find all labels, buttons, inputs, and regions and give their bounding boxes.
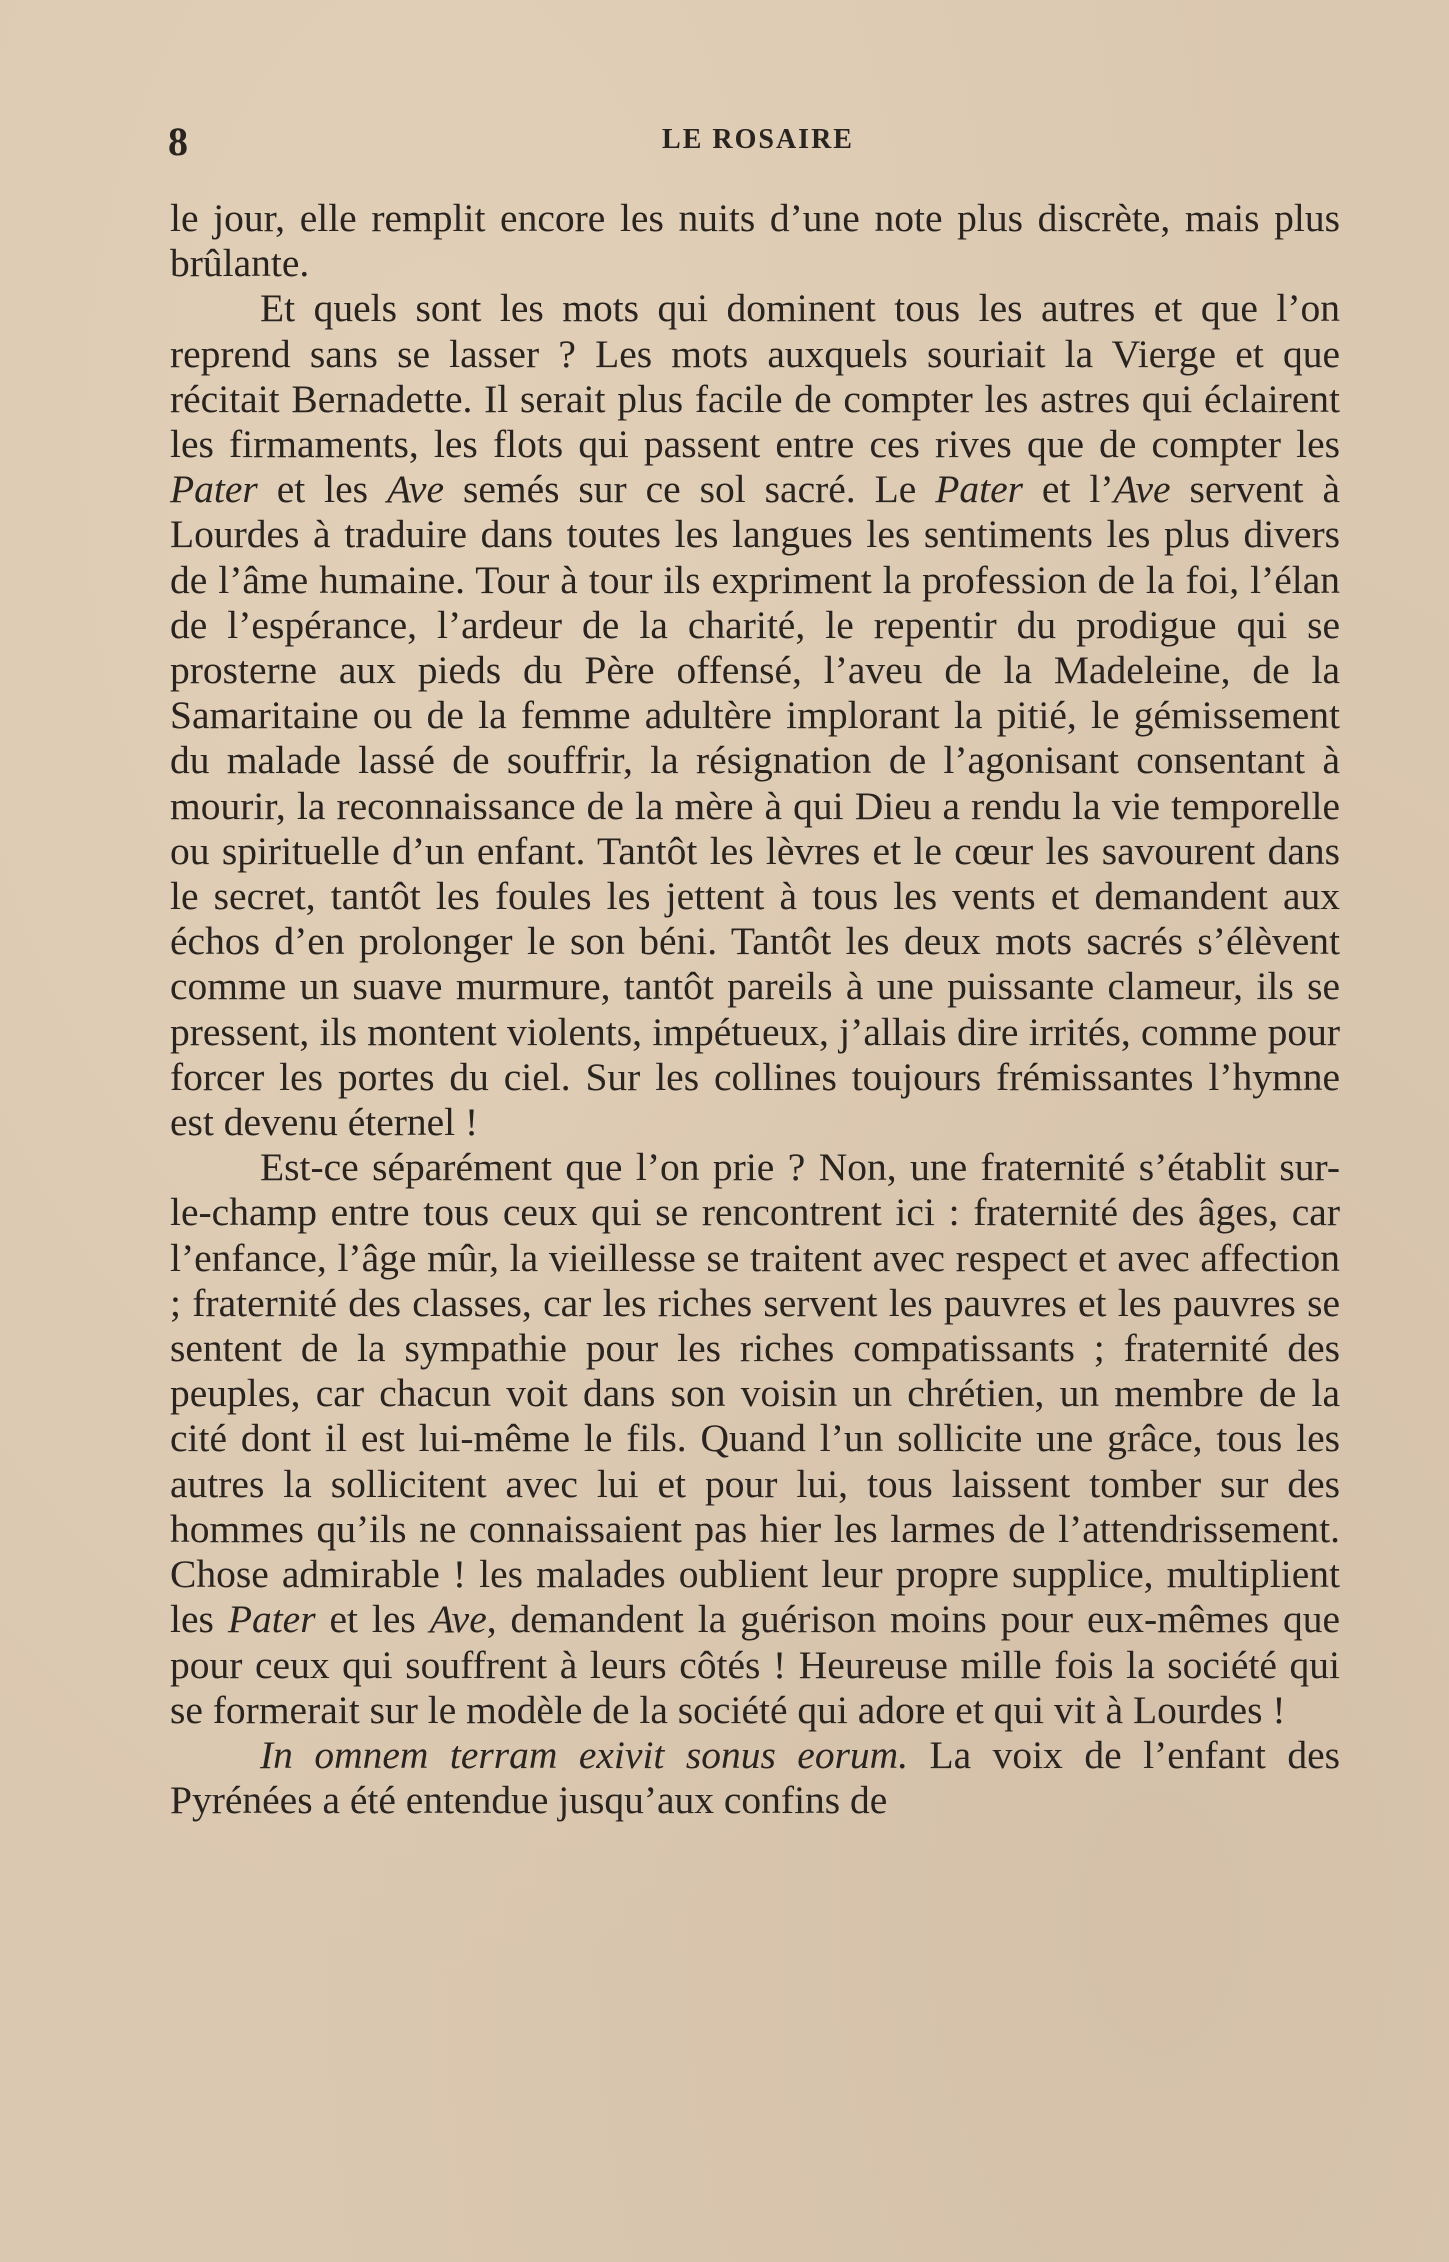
italic-text: In omnem terram exivit sonus eorum.	[260, 1732, 909, 1777]
italic-text: Ave	[1113, 467, 1171, 512]
text-segment: La voix de l’enfant des Pyrénées a été entendue jusqu’aux confins de	[170, 1732, 1340, 1823]
text-segment: Et quels sont les mots qui dominent tous les autres et que l’on reprend sans se lasser ? Les mots auxquels souriait la Vierge et que récitait Bernadette. Il serait plus facile de compter les astres qui éclairent les firmaments, les flots qui passent entre ces rives que de compter les	[170, 286, 1340, 467]
text-segment: et les	[257, 467, 387, 512]
text-segment: servent à Lourdes à traduire dans toutes les langues les sentiments les plus divers de l’âme humaine. Tour à tour ils expriment la profession de la foi, l’élan de l’espérance, l’ardeur de la charité, le repentir du prodigue qui se prosterne aux pieds du Père offensé, l’aveu de la Madeleine, de la Samaritaine ou de la femme adultère implorant la pitié, le gémissement du malade lassé de souffrir, la résignation de l’agonisant consentant à mourir, la reconnaissance de la mère à qui Dieu a rendu la vie temporelle ou spirituelle d’un enfant. Tantôt les lèvres et le cœur les savourent dans le secret, tantôt les foules les jettent à tous les vents et demandent aux échos d’en prolonger le son béni. Tantôt les deux mots sacrés s’élèvent comme un suave murmure, tantôt pareils à une puissante clameur, ils se pressent, ils montent violents, impétueux, j’allais dire irrités, comme pour forcer les portes du ciel. Sur les collines toujours frémissantes l’hymne est devenu éternel !	[170, 467, 1341, 1145]
italic-text: Ave	[429, 1597, 487, 1642]
text-segment: semés sur ce sol sacré. Le	[444, 467, 936, 512]
page-header	[168, 118, 1348, 168]
paragraph-1	[170, 196, 1340, 286]
paragraph-2	[170, 286, 1340, 1145]
paragraph-3	[170, 1145, 1340, 1733]
body-text	[170, 196, 1340, 1823]
italic-text: Ave	[386, 467, 444, 512]
italic-text: Pater	[227, 1597, 316, 1642]
page-number: 8	[168, 119, 188, 164]
text-segment: , demandent la guérison moins pour eux-mêmes que pour ceux qui souffrent à leurs côtés ! Heureuse mille fois la société qui se formerait sur le modèle de la société qui adore et qui vit à Lourdes !	[170, 1597, 1340, 1732]
italic-text: Pater	[935, 467, 1023, 512]
paragraph-4	[170, 1733, 1340, 1823]
italic-text: Pater	[170, 467, 258, 512]
running-title: LE ROSAIRE	[662, 124, 854, 155]
text-segment: le jour, elle remplit encore les nuits d’une note plus discrète, mais plus brûlante.	[170, 196, 1340, 286]
text-segment: et l’	[1022, 467, 1114, 512]
text-segment: Est-ce séparément que l’on prie ? Non, une fraternité s’établit sur-le-champ entre tous ceux qui se rencontrent ici : fraternité des âges, car l’enfance, l’âge mûr, la vieillesse se traitent avec respect et avec affection ; fraternité des classes, car les riches servent les pauvres et les pauvres se sentent de la sympathie pour les riches compatissants ; fraternité des peuples, car chacun voit dans son voisin un chrétien, un membre de la cité dont il est lui-même le fils. Quand l’un sollicite une grâce, tous les autres la sollicitent avec lui et pour lui, tous laissent tomber sur des hommes qu’ils ne connaissaient pas hier les larmes de l’attendrissement. Chose admirable ! les malades oublient leur propre supplice, multiplient les	[170, 1145, 1340, 1642]
text-segment: et les	[315, 1597, 430, 1642]
